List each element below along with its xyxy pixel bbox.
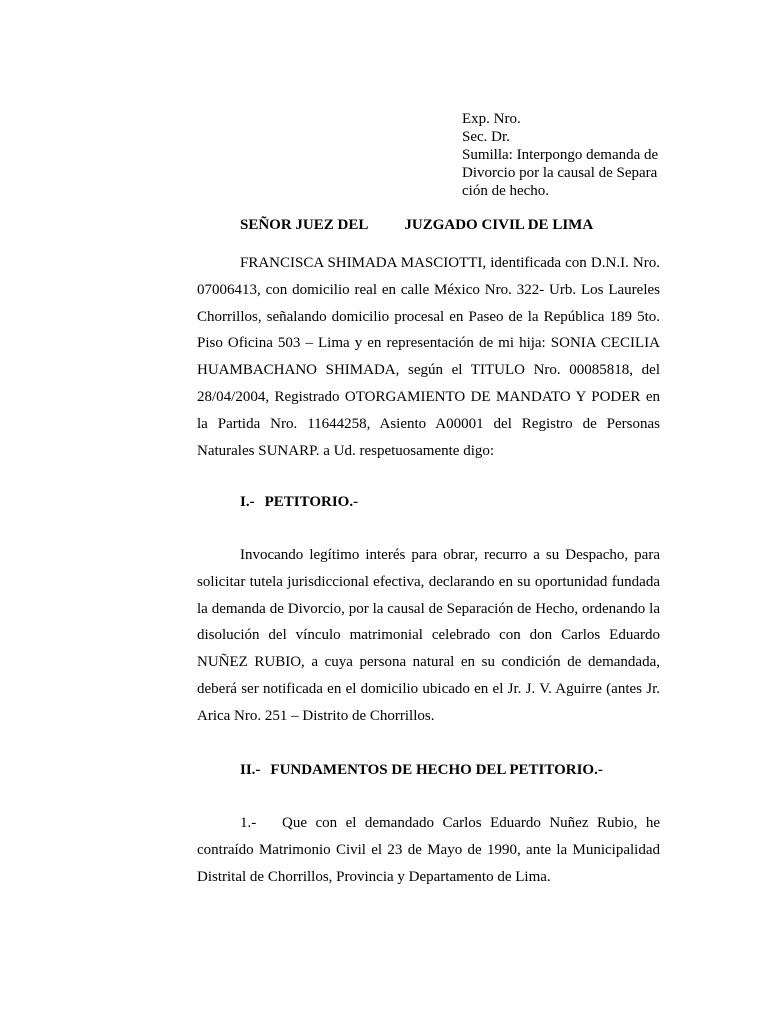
petitorio-line: la demanda de Divorcio, por la causal de Separación de Hecho, ordenando la <box>197 600 660 617</box>
case-header <box>462 110 672 200</box>
case-exp-number: Exp. Nro. <box>462 111 521 127</box>
section-number: II.- <box>240 762 261 778</box>
section-title: FUNDAMENTOS DE HECHO DEL PETITORIO.- <box>270 762 603 778</box>
petitorio-line: NUÑEZ RUBIO, a cuya persona natural en su condición de demandada, <box>197 654 660 671</box>
item-number: 1.- <box>240 815 257 831</box>
intro-line: Naturales SUNARP. a Ud. respetuosamente digo: <box>197 442 495 459</box>
intro-line: 07006413, con domicilio real en calle México Nro. 322- Urb. Los Laureles <box>197 281 660 298</box>
item-line: contraído Matrimonio Civil el 23 de Mayo de 1990, ante la Municipalidad <box>197 841 660 858</box>
fundamentos-item-1 <box>197 810 660 890</box>
addressee-judge: SEÑOR JUEZ DEL <box>240 217 369 233</box>
section-number: I.- <box>240 494 255 510</box>
section-heading-petitorio <box>240 494 358 511</box>
addressee-court: JUZGADO CIVIL DE LIMA <box>404 217 594 233</box>
petitorio-paragraph <box>197 542 660 730</box>
item-line: Que con el demandado Carlos Eduardo Nuñez Rubio, he <box>282 815 660 831</box>
intro-paragraph <box>197 250 660 464</box>
intro-line: Piso Oficina 503 – Lima y en representación de mi hija: SONIA CECILIA <box>197 335 660 352</box>
item-line: Distrital de Chorrillos, Provincia y Departamento de Lima. <box>197 868 551 885</box>
sumilla-line-2: Divorcio por la causal de Separa <box>462 165 658 181</box>
case-secretary: Sec. Dr. <box>462 129 510 145</box>
sumilla-line-1: Sumilla: Interpongo demanda de <box>462 147 659 163</box>
section-title: PETITORIO.- <box>264 494 359 510</box>
sumilla-line-3: ción de hecho. <box>462 183 550 199</box>
intro-line: 28/04/2004, Registrado OTORGAMIENTO DE MANDATO Y PODER en <box>197 388 660 405</box>
petitorio-line: solicitar tutela jurisdiccional efectiva, declarando en su oportunidad fundada <box>197 573 660 590</box>
section-heading-fundamentos <box>240 762 603 779</box>
item-first-line <box>197 810 660 837</box>
intro-line: HUAMBACHANO SHIMADA, según el TITULO Nro. 00085818, del <box>197 362 660 379</box>
petitorio-line: disolución del vínculo matrimonial celebrado con don Carlos Eduardo <box>197 627 660 644</box>
petitorio-line: deberá ser notificada en el domicilio ubicado en el Jr. J. V. Aguirre (antes Jr. <box>197 680 660 697</box>
intro-line: la Partida Nro. 11644258, Asiento A00001 del Registro de Personas <box>197 415 660 432</box>
petitorio-line: Arica Nro. 251 – Distrito de Chorrillos. <box>197 707 435 724</box>
intro-line: FRANCISCA SHIMADA MASCIOTTI, identificada con D.N.I. Nro. <box>240 255 660 271</box>
petitorio-line: Invocando legítimo interés para obrar, recurro a su Despacho, para <box>240 547 660 563</box>
addressee-line <box>240 217 593 234</box>
intro-line: Chorrillos, señalando domicilio procesal en Paseo de la República 189 5to. <box>197 308 660 325</box>
